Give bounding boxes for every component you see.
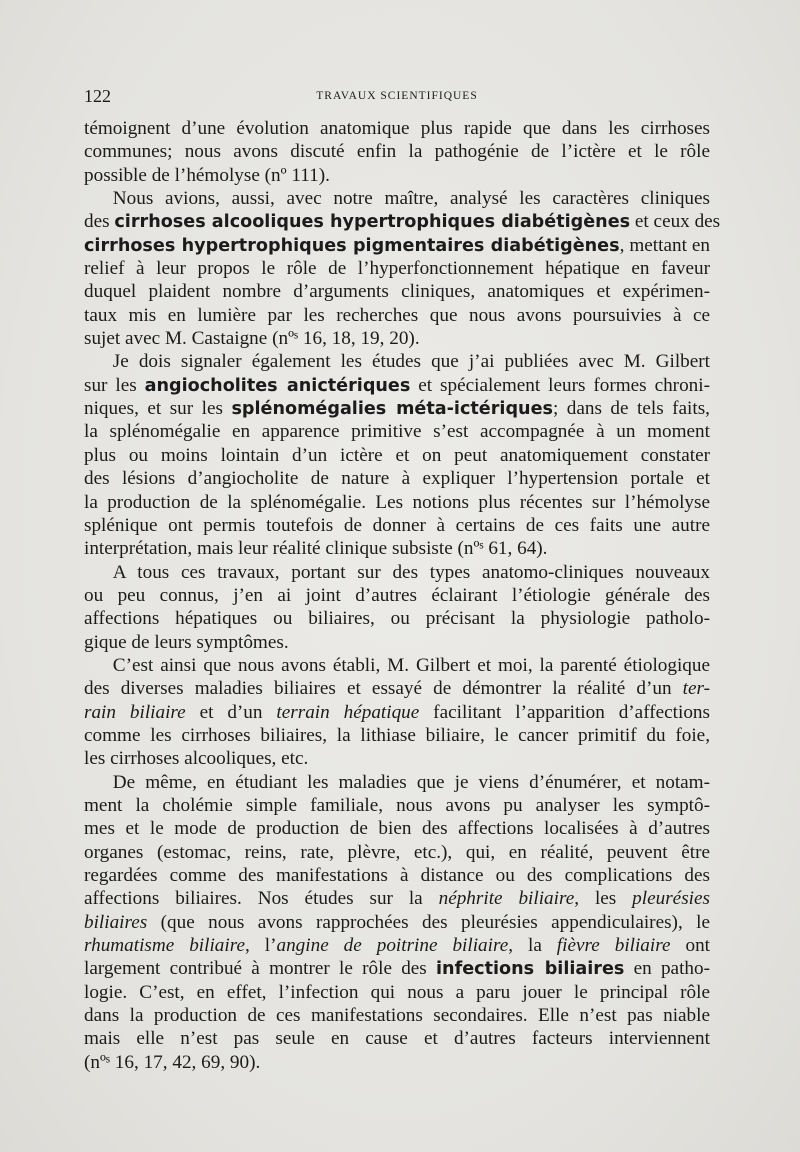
text-line — [84, 327, 710, 350]
text-segment: possible de l’hémolyse (nº 111). — [84, 164, 330, 186]
italic-term: biliaires — [84, 911, 148, 933]
bold-term: splénomégalies méta-ictériques — [231, 399, 553, 420]
text-segment: ont — [670, 935, 710, 957]
text-segment: A tous ces travaux, portant sur des types anatomo-cliniques nouveaux — [84, 561, 710, 583]
italic-term: néphrite biliaire — [438, 888, 575, 910]
text-line — [84, 491, 710, 514]
text-segment: , l’ — [245, 935, 277, 957]
text-line — [84, 677, 710, 700]
text-segment: affections hépatiques ou biliaires, ou précisant la physiologie patholo- — [84, 608, 710, 630]
text-line — [84, 817, 710, 840]
text-segment: la splénomégalie en apparence primitive s’est accompagnée à un moment — [84, 421, 710, 443]
italic-term: ter- — [682, 678, 710, 700]
text-line — [84, 210, 721, 233]
text-line — [84, 350, 710, 373]
text-segment: ment la cholémie simple familiale, nous avons pu analyser les symptô- — [84, 794, 710, 816]
italic-term: terrain hépatique — [276, 701, 420, 723]
text-segment: taux mis en lumière par les recherches que nous avons poursuivies à ce — [84, 304, 710, 326]
text-segment: ou peu connus, j’en ai joint d’autres éclairant l’étiologie générale des — [84, 584, 710, 606]
text-segment: largement contribué à montrer le rôle des — [84, 958, 437, 980]
text-segment: facilitant l’apparition d’affections — [419, 701, 710, 723]
text-segment: communes; nous avons discuté enfin la pathogénie de l’ictère et le rôle — [84, 141, 710, 163]
text-segment: mais elle n’est pas seule en cause et d’autres facteurs interviennent — [84, 1028, 710, 1050]
text-segment: des lésions d’angiocholite de nature à expliquer l’hypertension portale et — [84, 468, 710, 490]
text-line — [84, 304, 710, 327]
text-segment: dans la production de ces manifestations secondaires. Elle n’est pas niable — [84, 1005, 710, 1027]
text-segment: sujet avec M. Castaigne (nºˢ 16, 18, 19, 20). — [84, 328, 420, 350]
text-line — [84, 397, 710, 420]
text-segment: duquel plaident nombre d’arguments cliniques, anatomiques et expérimen- — [84, 281, 710, 303]
text-line — [84, 420, 710, 443]
text-line — [84, 514, 710, 537]
text-line — [84, 117, 710, 140]
text-segment: et spécialement leurs formes chroni- — [410, 374, 710, 396]
text-line — [84, 864, 710, 887]
text-segment: Nous avions, aussi, avec notre maître, analysé les caractères cliniques — [84, 188, 710, 210]
text-line — [84, 561, 710, 584]
text-segment: gique de leurs symptômes. — [84, 631, 289, 653]
text-segment: témoignent d’une évolution anatomique plus rapide que dans les cirrhoses — [84, 118, 710, 139]
text-segment: , les — [574, 888, 633, 910]
text-segment: , mettant en — [619, 234, 711, 256]
italic-term: rhumatisme biliaire — [84, 935, 245, 957]
text-line — [84, 631, 710, 654]
text-line — [84, 374, 710, 397]
text-line — [84, 701, 710, 724]
text-line — [84, 1027, 710, 1050]
text-line — [84, 747, 710, 770]
text-line — [84, 444, 710, 467]
text-segment: Je dois signaler également les études que j’ai publiées avec M. Gilbert — [84, 351, 710, 373]
bold-term: infections biliaires — [436, 959, 625, 980]
text-line — [84, 140, 710, 163]
running-title: TRAVAUX SCIENTIFIQUES — [316, 90, 478, 102]
text-segment: en patho- — [624, 958, 710, 980]
text-segment: regardées comme des manifestations à distance ou des complications des — [84, 865, 710, 886]
text-line — [84, 584, 710, 607]
text-segment: splénique ont permis toutefois de donner à certains de ces faits une autre — [84, 514, 710, 536]
text-segment: comme les cirrhoses biliaires, la lithiase biliaire, le cancer primitif du foie, — [84, 724, 710, 746]
bold-term: angiocholites anictériques — [144, 375, 411, 396]
text-line — [84, 257, 710, 280]
text-segment: mes et le mode de production de bien des affections localisées à d’autres — [84, 818, 710, 840]
text-segment: ; dans de tels faits, — [552, 398, 710, 420]
text-line — [84, 187, 710, 210]
text-line — [84, 164, 710, 187]
text-segment: des — [84, 211, 115, 233]
text-segment: niques, et sur les — [84, 398, 232, 420]
text-line — [84, 1004, 710, 1027]
text-line — [84, 537, 710, 560]
bold-term: cirrhoses alcooliques hypertrophiques diabétigènes — [114, 212, 631, 233]
text-line — [84, 467, 710, 490]
text-line — [84, 841, 710, 864]
text-segment: De même, en étudiant les maladies que je viens d’énumérer, et notam- — [84, 771, 710, 793]
text-segment: C’est ainsi que nous avons établi, M. Gilbert et moi, la parenté étiologique — [84, 654, 710, 676]
text-segment: interprétation, mais leur réalité clinique subsiste (nºˢ 61, 64). — [84, 538, 548, 560]
text-line — [84, 1051, 710, 1074]
italic-term: pleurésies — [632, 888, 710, 910]
italic-term: angine de poitrine biliaire — [276, 935, 509, 957]
text-line — [84, 654, 710, 677]
text-segment: relief à leur propos le rôle de l’hyperfonctionnement hépatique en faveur — [84, 258, 710, 280]
text-line — [84, 957, 710, 980]
text-line — [84, 724, 710, 747]
text-line — [84, 234, 710, 257]
text-segment: les cirrhoses alcooliques, etc. — [84, 748, 309, 770]
text-segment: (nºˢ 16, 17, 42, 69, 90). — [84, 1051, 261, 1073]
text-line — [84, 607, 710, 630]
text-line — [84, 794, 710, 817]
text-segment: des diverses maladies biliaires et essayé de démontrer la réalité d’un — [84, 678, 683, 700]
italic-term: fièvre biliaire — [556, 935, 671, 957]
text-segment: , la — [508, 935, 557, 957]
text-segment: la production de la splénomégalie. Les notions plus récentes sur l’hémolyse — [84, 491, 710, 513]
italic-term: rain biliaire — [84, 701, 186, 723]
text-segment: et ceux des — [630, 211, 721, 233]
page-number: 122 — [84, 86, 111, 106]
body-text — [84, 117, 721, 1074]
bold-term: cirrhoses hypertrophiques pigmentaires diabétigènes — [84, 235, 620, 256]
text-line — [84, 887, 710, 910]
text-line — [84, 280, 710, 303]
text-line — [84, 981, 710, 1004]
text-line — [84, 771, 710, 794]
page-header — [84, 86, 710, 108]
text-segment: organes (estomac, reins, rate, plèvre, etc.), qui, en réalité, peuvent être — [84, 841, 710, 863]
text-segment: (que nous avons rapprochées des pleurésies appendiculaires), le — [147, 911, 710, 933]
text-line — [84, 934, 710, 957]
text-segment: affections biliaires. Nos études sur la — [84, 888, 439, 910]
text-line — [84, 911, 710, 934]
text-segment: plus ou moins lointain d’un ictère et on peut anatomiquement constater — [84, 444, 710, 466]
text-segment: et d’un — [185, 701, 277, 723]
text-segment: logie. C’est, en effet, l’infection qui nous a paru jouer le principal rôle — [84, 981, 710, 1003]
text-segment: sur les — [84, 374, 145, 396]
